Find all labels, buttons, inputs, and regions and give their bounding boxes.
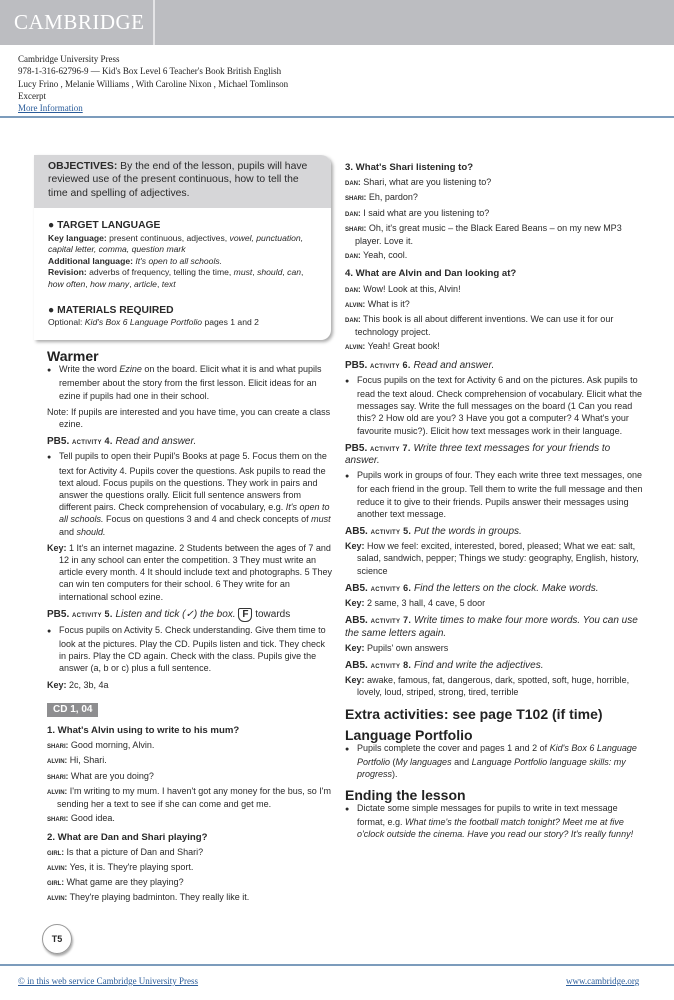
dialogue-line bbox=[47, 785, 332, 810]
left-column bbox=[47, 350, 332, 907]
key-language: Key language: present continuous, adjectives, vowel, punctuation, capital letter, comma, question mark bbox=[48, 232, 304, 255]
dialogue-line bbox=[47, 876, 332, 889]
dialogue-line bbox=[345, 222, 645, 247]
footer-divider bbox=[0, 964, 674, 966]
book-metadata bbox=[18, 53, 288, 114]
dialogue-line bbox=[345, 313, 645, 338]
cambridge-logo: CAMBRIDGE bbox=[0, 0, 155, 45]
speaker-name: shari: bbox=[47, 814, 69, 824]
italic-text: Kid's Box 6 Language Portfolio bbox=[357, 742, 637, 768]
italic-text: can bbox=[287, 267, 302, 278]
activity-heading bbox=[345, 359, 645, 372]
speaker-name: alvin: bbox=[345, 342, 366, 352]
dialogue-text: They're playing badminton. They really like it. bbox=[69, 892, 250, 903]
ab-activity-5-key: Key: How we feel: excited, interested, bored, pleased; What we eat: salt, salad, sandwich, pepper; Things we study: geography, English, history, science bbox=[345, 541, 639, 576]
dialogue-line bbox=[345, 207, 645, 220]
italic-text: must bbox=[311, 514, 331, 525]
speaker-name: alvin: bbox=[345, 299, 366, 309]
dialogue-text: What is it? bbox=[367, 298, 410, 309]
speaker-name: girl: bbox=[47, 878, 64, 888]
authors: Lucy Frino , Melanie Williams , With Caroline Nixon , Michael Tomlinson bbox=[18, 78, 289, 89]
header-divider bbox=[0, 116, 674, 118]
activity-number: activity 6. bbox=[370, 359, 411, 370]
activity-4-key: Key: 1 It's an internet magazine. 2 Students between the ages of 7 and 12 in any school can enter the competition. 3 They must write an article every month. 4 It should include text and photographs. 5 They can win ten computers for their school. 6 They write for an international school ezine. bbox=[47, 542, 332, 602]
activity-heading bbox=[47, 608, 332, 622]
dialogue-line bbox=[47, 812, 332, 825]
italic-text: Language Portfolio language skills: my progress bbox=[357, 757, 626, 780]
activity-code: AB5. bbox=[345, 659, 368, 671]
activity-number: activity 5. bbox=[370, 526, 412, 537]
speaker-name: shari: bbox=[47, 771, 69, 781]
activity-code: PB5. bbox=[345, 359, 368, 371]
f-badge-icon: F bbox=[238, 608, 252, 622]
speaker-name: dan: bbox=[345, 284, 361, 294]
italic-text: Kid's Box 6 Language Portfolio bbox=[84, 317, 203, 328]
materials-text: Optional: Kid's Box 6 Language Portfolio pages 1 and 2 bbox=[48, 317, 259, 328]
activity-7-bullet: ● Pupils work in groups of four. They each write three text messages, one for each friend in the group. Tell them to write the full message and then reduce it to give to their friends. Pupils answer their messages using another text message. bbox=[345, 469, 645, 520]
dialogue-text: Wow! Look at this, Alvin! bbox=[363, 283, 461, 294]
activity-number: activity 7. bbox=[370, 442, 411, 453]
speaker-name: shari: bbox=[345, 193, 367, 203]
dialogue-line bbox=[345, 191, 645, 204]
activity-code: AB5. bbox=[345, 582, 368, 594]
dialogue bbox=[345, 176, 645, 262]
dialogue-line bbox=[345, 176, 645, 189]
dialogue-line bbox=[47, 754, 332, 767]
bold-label: Key: bbox=[47, 679, 67, 690]
target-language-heading: ● TARGET LANGUAGE bbox=[48, 220, 161, 231]
speaker-name: dan: bbox=[345, 178, 361, 188]
italic-text: how many bbox=[90, 278, 130, 289]
warmer-bullet: ● Write the word Ezine on the board. Elicit what it is and what pupils remember about the story from the first lesson. Elicit ideas for an ezine if pupils had one in their school. bbox=[47, 363, 332, 402]
dialogue-text: Good morning, Alvin. bbox=[70, 740, 155, 751]
speaker-name: girl: bbox=[47, 847, 64, 857]
dialogue bbox=[47, 739, 332, 825]
question-2: 2. What are Dan and Shari playing? bbox=[47, 831, 208, 843]
activity-heading bbox=[345, 582, 645, 595]
dialogue-line bbox=[47, 861, 332, 874]
activity-number: activity 7. bbox=[370, 615, 412, 626]
dialogue-line bbox=[47, 770, 332, 783]
speaker-name: dan: bbox=[345, 315, 361, 325]
warmer-heading: Warmer bbox=[47, 348, 99, 364]
italic-text: It's open to all schools. bbox=[59, 502, 330, 525]
publisher: Cambridge University Press bbox=[18, 54, 120, 64]
language-portfolio-heading: Language Portfolio bbox=[345, 726, 473, 743]
question-3: 3. What's Shari listening to? bbox=[345, 162, 474, 173]
activity-heading bbox=[345, 614, 645, 639]
revision: Revision: adverbs of frequency, telling the time, must, should, can, how often, how many, article, text bbox=[48, 267, 304, 289]
speaker-name: dan: bbox=[345, 208, 361, 218]
italic-text: My languages bbox=[395, 757, 452, 768]
dialogue-text: Is that a picture of Dan and Shari? bbox=[66, 846, 204, 857]
activity-5-bullet: ● Focus pupils on Activity 5. Check understanding. Give them time to look at the pictures. Play the CD. Pupils listen and tick. They check in pairs. Play the CD again. Check with the class. Pupils give the answer (a, b or c) plus a full sentence. bbox=[47, 624, 332, 675]
dialogue-text: Yes, it is. They're playing sport. bbox=[69, 861, 194, 872]
activity-5-key: Key: 2c, 3b, 4a bbox=[47, 679, 109, 690]
activity-number: activity 8. bbox=[370, 659, 412, 670]
dialogue-text: This book is all about different inventions. We can use it for our technology project. bbox=[355, 314, 614, 338]
activity-code: PB5. bbox=[345, 442, 368, 454]
speaker-name: alvin: bbox=[47, 786, 68, 796]
speaker-name: alvin: bbox=[47, 756, 68, 766]
header-band bbox=[0, 0, 674, 45]
dialogue-line bbox=[345, 340, 645, 353]
dialogue-line bbox=[345, 298, 645, 311]
activity-code: PB5. bbox=[47, 436, 70, 448]
dialogue-text: Shari, what are you listening to? bbox=[363, 177, 492, 188]
activity-code: PB5. bbox=[47, 608, 70, 620]
italic-text: article bbox=[134, 278, 157, 289]
question-4: 4. What are Alvin and Dan looking at? bbox=[345, 268, 517, 280]
copyright-link[interactable]: © in this web service Cambridge University Press bbox=[18, 976, 199, 986]
italic-text: must bbox=[233, 267, 253, 278]
speaker-name: dan: bbox=[345, 251, 361, 261]
activity-title: Write times to make four more words. You can use the same letters again. bbox=[345, 615, 638, 639]
dialogue-line bbox=[345, 249, 645, 262]
question-1: 1. What's Alvin using to write to his mum? bbox=[47, 725, 240, 737]
activity-4-bullet: ● Tell pupils to open their Pupil's Books at page 5. Focus them on the text for Activity 4. Pupils cover the questions. Ask pupils to read the text aloud. Focus pupils on the questions. They work in pairs and answer the questions orally. Elicit full sentence answers from different pairs. Check comprehension of vocabulary, e.g. It's open to all schools. Focus on questions 3 and 4 and check concepts of must and should. bbox=[47, 450, 332, 537]
speaker-name: alvin: bbox=[47, 893, 68, 903]
additional-language bbox=[48, 256, 319, 268]
italic-text: Ezine bbox=[119, 364, 142, 375]
bold-label: Key: bbox=[47, 542, 67, 553]
bold-label: Key: bbox=[345, 675, 365, 686]
ending-bullet: ● Dictate some simple messages for pupils to write in text message format, e.g. What time's the football match tonight? Meet me at five o'clock outside the cinema. Have you read our story? It's really funny! bbox=[345, 802, 645, 841]
activity-number: activity 5. bbox=[72, 608, 113, 619]
isbn-title: 978-1-316-62796-9 — Kid's Box Level 6 Teacher's Book British English bbox=[18, 66, 282, 77]
activity-title: Find the letters on the clock. Make words. bbox=[414, 582, 599, 594]
activity-heading bbox=[345, 659, 645, 672]
speaker-name: shari: bbox=[345, 223, 367, 233]
activity-title: Read and answer. bbox=[413, 359, 495, 371]
extra-activities-heading: Extra activities: see page T102 (if time) bbox=[345, 705, 603, 722]
excerpt-label: Excerpt bbox=[18, 90, 46, 101]
activity-number: activity 4. bbox=[72, 436, 113, 447]
activity-number: activity 6. bbox=[370, 582, 412, 593]
cd-track-label: CD 1, 04 bbox=[47, 703, 98, 717]
dialogue-text: Yeah! Great book! bbox=[367, 341, 440, 352]
right-column bbox=[345, 162, 645, 844]
dialogue bbox=[47, 846, 332, 905]
more-information-link[interactable]: More Information bbox=[18, 103, 83, 114]
ending-heading: Ending the lesson bbox=[345, 786, 466, 803]
dialogue-text: Yeah, cool. bbox=[363, 250, 408, 261]
activity-title: Listen and tick (✓) the box. bbox=[115, 608, 236, 620]
dialogue-text: What are you doing? bbox=[70, 770, 154, 781]
speaker-name: alvin: bbox=[47, 862, 68, 872]
dialogue-line bbox=[47, 846, 332, 859]
activity-heading bbox=[345, 525, 645, 538]
dialogue-text: I said what are you listening to? bbox=[363, 207, 490, 218]
dialogue-text: What game are they playing? bbox=[66, 877, 184, 888]
italic-text: should. bbox=[76, 526, 106, 537]
dialogue-line bbox=[47, 891, 332, 904]
page-number-badge: T5 bbox=[42, 924, 72, 954]
activity-title: Put the words in groups. bbox=[414, 526, 522, 538]
objectives-box bbox=[34, 155, 331, 340]
dialogue-line bbox=[47, 739, 332, 752]
bold-label: Revision: bbox=[48, 267, 87, 278]
dialogue-line bbox=[345, 283, 645, 296]
activity-title: Find and write the adjectives. bbox=[414, 659, 544, 671]
italic-text: vowel, punctuation, capital letter, comma, question mark bbox=[48, 232, 304, 255]
dialogue-text: Hi, Shari. bbox=[69, 755, 107, 766]
ab-activity-7-key: Key: Pupils' own answers bbox=[345, 642, 449, 653]
dialogue bbox=[345, 283, 645, 354]
activity-heading bbox=[47, 435, 332, 448]
italic-text: how often bbox=[48, 278, 86, 289]
dialogue-text: Oh, it's great music – the Black Eared Beans – on my new MP3 player. Love it. bbox=[355, 222, 622, 247]
cambridge-site-link[interactable]: www.cambridge.org bbox=[566, 976, 640, 986]
ab-activity-6-key: Key: 2 same, 3 hall, 4 cave, 5 door bbox=[345, 598, 486, 609]
objectives-text: By the end of the lesson, pupils will have reviewed use of the present continuous, how to tell the time and spelling of adjectives. bbox=[48, 161, 308, 199]
badge-text: towards bbox=[255, 608, 291, 620]
objectives bbox=[34, 155, 331, 208]
activity-heading bbox=[345, 442, 645, 467]
activity-code: AB5. bbox=[345, 526, 368, 538]
italic-text: text bbox=[161, 278, 176, 289]
speaker-name: shari: bbox=[47, 741, 69, 751]
bold-label: Key language: bbox=[48, 232, 107, 243]
ab-activity-8-key: Key: awake, famous, fat, dangerous, dark, spotted, soft, huge, horrible, lovely, loud, striped, strong, tired, terrible bbox=[345, 675, 630, 698]
italic-text: What time's the football match tonight? Meet me at five o'clock outside the cinema. Have you read our story? It's really funny! bbox=[357, 816, 634, 840]
portfolio-bullet: ● Pupils complete the cover and pages 1 and 2 of Kid's Box 6 Language Portfolio (My languages and Language Portfolio language skills: my progress). bbox=[345, 742, 645, 781]
dialogue-text: I'm writing to my mum. I haven't got any money for the bus, so I'm sending her a text to see if she can come and get me. bbox=[57, 785, 331, 810]
bold-label: Key: bbox=[345, 642, 365, 653]
italic-text: should bbox=[257, 267, 283, 278]
dialogue-text: Good idea. bbox=[70, 813, 115, 824]
activity-6-bullet: ● Focus pupils on the text for Activity 6 and on the pictures. Ask pupils to read the text aloud. Check comprehension of vocabulary. Elicit what the messages say. Write the full messages on the board (1 Can you read this? 2 How old are you? 3 Have you got a computer? 4 What's your favourite music?). Elicit how text messages work in their language. bbox=[345, 374, 645, 437]
dialogue-text: Eh, pardon? bbox=[368, 192, 418, 203]
bold-label: Key: bbox=[345, 541, 365, 552]
activity-title: Write three text messages for your friends to answer. bbox=[345, 442, 611, 467]
activity-title: Read and answer. bbox=[115, 436, 197, 448]
warmer-note: Note: If pupils are interested and you have time, you can create a class ezine. bbox=[47, 406, 331, 430]
materials-heading: ● MATERIALS REQUIRED bbox=[48, 304, 174, 316]
objectives-label: OBJECTIVES: bbox=[48, 161, 118, 172]
bold-label: Key: bbox=[345, 598, 365, 609]
italic-text: It's open to all schools. bbox=[135, 255, 223, 266]
activity-code: AB5. bbox=[345, 615, 368, 627]
bold-label: Additional language: bbox=[48, 255, 133, 266]
